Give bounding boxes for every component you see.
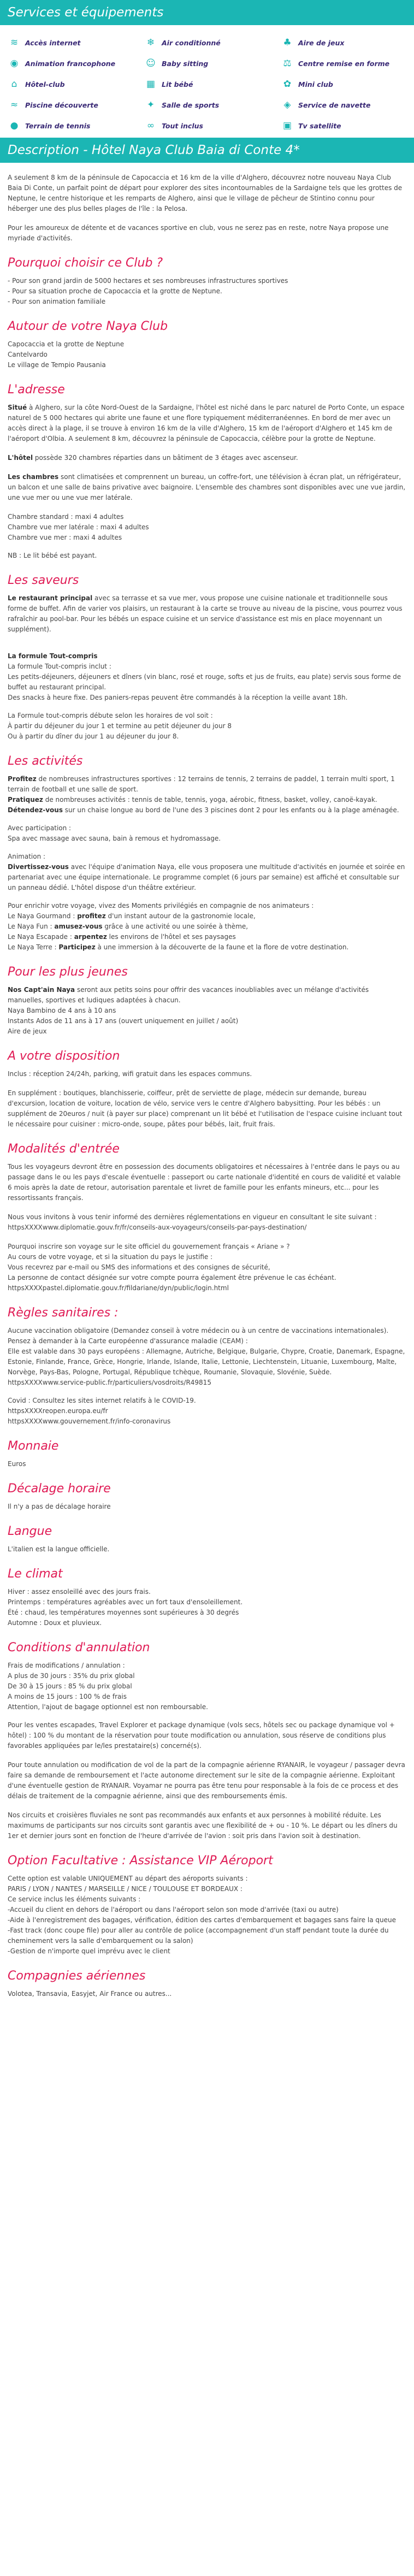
animation-block [8, 852, 406, 893]
list-item: - Pour sa situation proche de Capocaccia et la grotte de Neptune. [8, 287, 222, 295]
animation-paragraph: Divertissez-vous avec l'équipe d'animation Naya, elle vous proposera une multitude d'activités en journée et soirée en partenariat avec une équipe internationale. Le programme complet (6 jours par semaine) est affiché et consultable sur un panneau dédié. L'hôtel dispose d'un théâtre extérieur. [8, 863, 405, 891]
list-item: -Gestion de n'importe quel imprévu avec le client [8, 1947, 170, 1955]
disposal-extra: En supplément : boutiques, blanchisserie, coiffeur, prêt de serviette de plage, médecin sur demande, bureau d'excursion, location de voiture, location de vélo, service vers le centre d'Alghero babysitting. Pour les bébés : un supplément de 20euros / nuit (à payer sur place) comprenant un lit bébé et l'utilisation de l'espace cuisine incluant tout le nécessaire pour cuisiner : micro-onde, soupe, pâtes pour bébés, lait, fruit frais. [8, 1089, 403, 1128]
service-item [144, 78, 281, 91]
list-item: Le Naya Escapade : arpentez les environs de l'hôtel et ses paysages [8, 933, 236, 941]
pool-icon: ≈ [10, 99, 19, 110]
rooms-list [8, 512, 406, 543]
sanitary-block [8, 1326, 406, 1388]
service-item [144, 36, 281, 49]
list-item: Profitez de nombreuses infrastructures sportives : 12 terrains de tennis, 2 terrains de paddel, 1 terrain multi sport, 1 terrain de football et une salle de sport. [8, 775, 395, 793]
list-item: httpsXXXXpastel.diplomatie.gouv.fr/fildariane/dyn/public/login.html [8, 1284, 229, 1292]
sanitary-title: Règles sanitaires : [8, 1306, 119, 1320]
flavors-title: Les saveurs [8, 574, 79, 587]
vip-title: Option Facultative : Assistance VIP Aéroport [8, 1854, 273, 1868]
language-title: Langue [8, 1525, 52, 1538]
service-item [281, 57, 406, 70]
address-label: Situé [8, 404, 27, 411]
list-item: Cette option est valable UNIQUEMENT au départ des aéroports suivants : [8, 1875, 248, 1882]
intro-paragraph-1: A seulement 8 km de la péninsule de Capocaccia et 16 km de la ville d'Alghero, découvrez notre nouveau Naya Club Baia Di Conte, un parfait point de départ pour explorer des sites incontournables de la Sardaigne tels que les grottes de Neptune, le centre historique et les remparts de Alghero, ainsi que le village de pêcheur de Stintino connu pour héberger une des plus belles plages de l'île : la Pelosa. [8, 174, 403, 212]
kids-title: Pour les plus jeunes [8, 965, 128, 979]
list-item: Ou à partir du dîner du jour 1 au déjeuner du jour 8. [8, 732, 179, 740]
ariane-list [8, 1242, 406, 1293]
list-item: Hiver : assez ensoleillé avec des jours frais. [8, 1588, 151, 1596]
services-section [0, 0, 414, 138]
list-item: Printemps : températures agréables avec un fort taux d'ensoleillement. [8, 1598, 243, 1606]
list-item: Pourquoi inscrire son voyage sur le site officiel du gouvernement français « Ariane » ? [8, 1243, 290, 1250]
list-item: Vous recevrez par e-mail ou SMS des informations et des consignes de sécurité, [8, 1263, 270, 1271]
formula-list [8, 651, 406, 703]
covid-list [8, 1396, 406, 1427]
hotel-icon: ⌂ [11, 78, 17, 90]
activities-list [8, 774, 406, 816]
list-item: Ce service inclus les éléments suivants : [8, 1895, 141, 1903]
service-label: Mini club [298, 80, 333, 88]
list-item: De 30 à 15 jours : 85 % du prix global [8, 1682, 132, 1690]
service-label: Terrain de tennis [25, 121, 91, 130]
list-item: À partir du déjeuner du jour 1 et termine au petit déjeuner du jour 8 [8, 722, 232, 730]
list-item: Naya Bambino de 4 ans à 10 ans [8, 1007, 116, 1014]
list-item: -Accueil du client en dehors de l'aéroport ou dans l'aéroport selon son mode d'arrivée (taxi ou autre) [8, 1906, 339, 1913]
list-item: -Aide à l'enregistrement des bagages, vérification, édition des cartes d'embarquement et bagages sans faire la queue [8, 1916, 396, 1924]
timezone-value: Il n'y a pas de décalage horaire [8, 1503, 111, 1510]
list-item: Attention, l'ajout de bagage optionnel est non remboursable. [8, 1703, 208, 1711]
list-item: - Pour son animation familiale [8, 298, 106, 305]
sanitary-link: httpsXXXXwww.service-public.fr/particuliers/vosdroits/R49815 [8, 1379, 211, 1386]
list-item: La formule Tout-compris inclut : [8, 663, 111, 670]
cancellation-title: Conditions d'annulation [8, 1641, 150, 1655]
list-item: A moins de 15 jours : 100 % de frais [8, 1693, 127, 1700]
service-item [144, 57, 281, 70]
service-label: Service de navette [298, 101, 371, 109]
service-item [281, 98, 406, 111]
list-item: - Pour son grand jardin de 5000 hectares et ses nombreuses infrastructures sportives [8, 277, 288, 285]
list-item: Détendez-vous sur un chaise longue au bord de l'une des 3 piscines dont 2 pour les enfants ou à la plage aménagée. [8, 806, 399, 814]
why-list [8, 276, 406, 307]
list-item: A plus de 30 jours : 35% du prix global [8, 1672, 135, 1680]
list-item: -Fast track (donc coupe file) pour aller au contrôle de police (accompagnement d'un staff pendant toute la durée du cheminement vers la salle d'embarquement ou la salon) [8, 1927, 389, 1945]
animation-heading: Animation : [8, 853, 46, 860]
list-item: Le Naya Gourmand : profitez d'un instant autour de la gastronomie locale, [8, 912, 256, 920]
formula-times-list [8, 711, 406, 742]
rooms-paragraph: Les chambres sont climatisées et comprennent un bureau, un coffre-fort, une télévision à écran plat, un réfrigérateur, un balcon et une salle de bains privative avec baignoire. L'ensemble des chambres sont disponibles avec une vue jardin, une vue mer ou une vue mer latérale. [8, 473, 406, 501]
crib-icon: ▦ [146, 78, 156, 90]
speech-bubble-icon: ◉ [10, 57, 19, 69]
participation-list [8, 823, 406, 844]
list-item: La Formule tout-compris débute selon les horaires de vol soit : [8, 712, 213, 719]
service-label: Tout inclus [162, 121, 203, 130]
moments-list [8, 901, 406, 953]
kids-paragraph: Nos Capt'ain Naya seront aux petits soins pour offrir des vacances inoubliables avec un mélange d'activités manuelles, sportives et ludiques adaptées à chacun. [8, 986, 369, 1004]
all-inclusive-icon: ∞ [146, 120, 155, 131]
service-item [144, 98, 281, 111]
restaurant-paragraph: Le restaurant principal avec sa terrasse et sa vue mer, vous propose une cuisine nationale et traditionnelle sous forme de buffet. Afin de varier vos plaisirs, un restaurant à la carte se trouve au niveau de la piscine, vous pourrez vous rafraîchir au pool-bar. Pour les bébés un espace cuisine et un service d'assistance est mis en place moyennant un supplément). [8, 594, 403, 633]
description-section [0, 138, 414, 2024]
service-item [8, 36, 144, 49]
services-title: Services et équipements [0, 0, 414, 25]
rooms-note: NB : Le lit bébé est payant. [8, 552, 97, 559]
language-value: L'italien est la langue officielle. [8, 1545, 110, 1553]
vip-list [8, 1874, 406, 1957]
list-item: Capocaccia et la grotte de Neptune [8, 340, 125, 348]
list-item: Covid : Consultez les sites internet relatifs à le COVID-19. [8, 1397, 196, 1404]
rooms-label: Les chambres [8, 473, 59, 481]
list-item: Avec participation : [8, 824, 72, 832]
activities-title: Les activités [8, 754, 83, 768]
list-item: httpsXXXXwww.gouvernement.fr/info-coronavirus [8, 1417, 171, 1425]
list-item: PARIS / LYON / NANTES / MARSEILLE / NICE / TOULOUSE ET BORDEAUX : [8, 1885, 243, 1893]
list-item: Le Naya Terre : Participez à une immersion à la découverte de la faune et la flore de votre destination. [8, 943, 349, 951]
service-item [8, 98, 144, 111]
climate-title: Le climat [8, 1567, 63, 1581]
list-item: Automne : Doux et pluvieux. [8, 1619, 102, 1627]
service-item [144, 119, 281, 132]
climate-list [8, 1587, 406, 1628]
service-label: Air conditionné [162, 38, 221, 47]
list-item: Chambre standard : maxi 4 adultes [8, 513, 124, 521]
entry-paragraph: Tous les voyageurs devront être en possession des documents obligatoires et nécessaires à l'entrée dans le pays ou au passage dans le ou les pays d'escale éventuelle : passeport ou carte nationale d'identité en cours de validité et valable 6 mois après la date de retour, autorisation parentale et livret de famille pour les enfants mineurs, etc... pour les ressortissants français. [8, 1163, 401, 1202]
wifi-icon: ≋ [10, 37, 19, 48]
snowflake-icon: ❄ [146, 37, 155, 48]
cancellation-paragraph-3: Pour toute annulation ou modification de vol de la part de la compagnie aérienne RYANAIR, le voyageur / passager devra faire sa demande de remboursement et l'acte autonome directement sur le site de la compagnie aérienne. Exploitant d'une éventuelle gestion de RYANAIR. Voyamar ne pourra pas être tenu pour responsable à la fois de ce process et des délais de traitement de la compagnie aérienne, ainsi que des remboursements émis. [8, 1761, 405, 1800]
service-label: Animation francophone [25, 59, 116, 68]
why-title: Pourquoi choisir ce Club ? [8, 256, 163, 270]
sports-icon: ✦ [146, 99, 155, 110]
list-item: Le village de Tempio Pausania [8, 361, 106, 369]
list-item: httpsXXXXreopen.europa.eu/fr [8, 1407, 108, 1415]
hotel-label: L'hôtel [8, 454, 33, 462]
service-item [8, 78, 144, 91]
service-label: Lit bébé [162, 80, 193, 88]
cancellation-paragraph-4: Nos circuits et croisières fluviales ne sont pas recommandés aux enfants et aux personnes à mobilité réduite. Les maximums de participants sur nos circuits sont garantis avec une flexibilité de + ou - 10 %. Le départ ou les dîners du 1er et dernier jours sont en fonction de l'heure d'arrivée de l'avion : soit pris dans l'avion soit à destination. [8, 1811, 398, 1840]
list-item: Chambre vue mer : maxi 4 adultes [8, 534, 122, 541]
service-label: Piscine découverte [25, 101, 98, 109]
service-label: Baby sitting [162, 59, 209, 68]
service-label: Hôtel-club [25, 80, 65, 88]
sanitary-paragraph-2: Elle est valable dans 30 pays européens : Allemagne, Autriche, Belgique, Bulgarie, Chypre, Croatie, Danemark, Espagne, Estonie, Finlande, France, Grèce, Hongrie, Irlande, Islande, Italie, Lettonie, Liechtenstein, Lituanie, Luxembourg, Malte, Norvège, Pays-Bas, Pologne, Portugal, République tchèque, Roumanie, Slovaquie, Slovénie, Suède. [8, 1348, 405, 1376]
service-label: Accès internet [25, 38, 81, 47]
list-item: Des snacks à heure fixe. Des paniers-repas peuvent être commandés à la réception la veille avant 18h. [8, 694, 348, 701]
formula-label: La formule Tout-compris [8, 652, 98, 660]
list-item: Frais de modifications / annulation : [8, 1662, 125, 1669]
baby-icon: ☺ [146, 57, 156, 69]
mini-club-icon: ✿ [283, 78, 292, 90]
timezone-title: Décalage horaire [8, 1482, 111, 1496]
list-item: Les petits-déjeuners, déjeuners et dîners (vin blanc, rosé et rouge, softs et jus de fruits, eau plate) servis sous forme de buffet au restaurant principal. [8, 673, 401, 691]
list-item: Chambre vue mer latérale : maxi 4 adultes [8, 523, 149, 531]
address-paragraph: Situé à Alghero, sur la côte Nord-Ouest de la Sardaigne, l'hôtel est niché dans le parc naturel de Porto Conte, un espace naturel de 5 000 hectares qui abrite une faune et une flore typiquement méditerranéennes. En bord de mer avec un accès direct à la plage, il se trouve à environ 16 km de la ville d'Alghero, 15 km de l'aéroport d'Alghero et 145 km de l'aéroport d'Olbia. A seulement 8 km, découvrez la péninsule de Capocaccia, célèbre pour la grotte de Neptune. [8, 404, 405, 442]
entry-info-paragraph: Nous vous invitons à vous tenir informé des dernières réglementations en vigueur en consultant le site suivant : httpsXXXXwww.diplomatie.gouv.fr/fr/conseils-aux-voyageurs/conseils-par-pays-destination/ [8, 1213, 377, 1231]
disposal-included: Inclus : réception 24/24h, parking, wifi gratuit dans les espaces communs. [8, 1070, 252, 1078]
airlines-value: Volotea, Transavia, Easyjet, Air France ou autres... [8, 1990, 172, 1998]
list-item: La personne de contact désignée sur votre compte pourra également être prévenue le cas échéant. [8, 1274, 336, 1281]
around-title: Autour de votre Naya Club [8, 320, 168, 333]
description-title: Description - Hôtel Naya Club Baia di Conte 4* [0, 138, 414, 163]
service-item [281, 36, 406, 49]
restaurant-label: Le restaurant principal [8, 594, 93, 602]
disposal-title: A votre disposition [8, 1049, 120, 1063]
entry-title: Modalités d'entrée [8, 1142, 120, 1156]
service-item [8, 57, 144, 70]
services-grid [8, 36, 406, 132]
currency-title: Monnaie [8, 1439, 59, 1453]
dumbbell-icon: ⚖ [283, 57, 292, 69]
tv-icon: ▣ [282, 120, 292, 131]
list-item: Au cours de votre voyage, et si la situation du pays le justifie : [8, 1253, 213, 1261]
kids-list [8, 985, 406, 1037]
sanitary-paragraph-1: Aucune vaccination obligatoire (Demandez conseil à votre médecin ou à un centre de vaccinations internationales). Pensez à demander à la Carte européenne d'assurance maladie (CEAM) : [8, 1327, 389, 1345]
list-item: Le Naya Fun : amusez-vous grâce à une activité ou une soirée à thème, [8, 923, 249, 930]
list-item: Spa avec massage avec sauna, bain à remous et hydromassage. [8, 835, 221, 842]
intro-paragraph-2: Pour les amoureux de détente et de vacances sportive en club, vous ne serez pas en reste, notre Naya propose une myriade d'activités. [8, 224, 389, 242]
shuttle-icon: ◈ [283, 99, 291, 110]
list-item: Été : chaud, les températures moyennes sont supérieures à 30 degrés [8, 1609, 239, 1616]
service-label: Centre remise en forme [298, 59, 390, 68]
service-label: Salle de sports [162, 101, 220, 109]
service-item [281, 119, 406, 132]
currency-value: Euros [8, 1460, 26, 1468]
service-label: Tv satellite [298, 121, 341, 130]
list-item: Cantelvardo [8, 351, 48, 358]
hotel-paragraph: L'hôtel possède 320 chambres réparties dans un bâtiment de 3 étages avec ascenseur. [8, 454, 298, 462]
list-item: Aire de jeux [8, 1027, 47, 1035]
address-title: L'adresse [8, 383, 65, 397]
service-item [281, 78, 406, 91]
cancellation-paragraph-2: Pour les ventes escapades, Travel Explorer et package dynamique (vols secs, hôtels sec ou package dynamique vol + hôtel) : 100 % du montant de la réservation pour toute modification ou annulation, sous réserve de conditions plus favorables appliquées par le/les prestataire(s) concerné(s). [8, 1721, 395, 1750]
around-list [8, 339, 406, 370]
moments-intro: Pour enrichir votre voyage, vivez des Moments privilégiés en compagnie de nos animateurs : [8, 902, 314, 909]
playground-icon: ♣ [283, 37, 292, 48]
airlines-title: Compagnies aériennes [8, 1969, 146, 1983]
tennis-icon: ● [10, 120, 19, 131]
service-label: Aire de jeux [298, 38, 345, 47]
list-item: Pratiquez de nombreuses activités : tennis de table, tennis, yoga, aérobic, fitness, basket, volley, canoë-kayak. [8, 796, 377, 803]
list-item: Instants Ados de 11 ans à 17 ans (ouvert uniquement en juillet / août) [8, 1017, 239, 1025]
service-item [8, 119, 144, 132]
cancellation-list [8, 1661, 406, 1712]
